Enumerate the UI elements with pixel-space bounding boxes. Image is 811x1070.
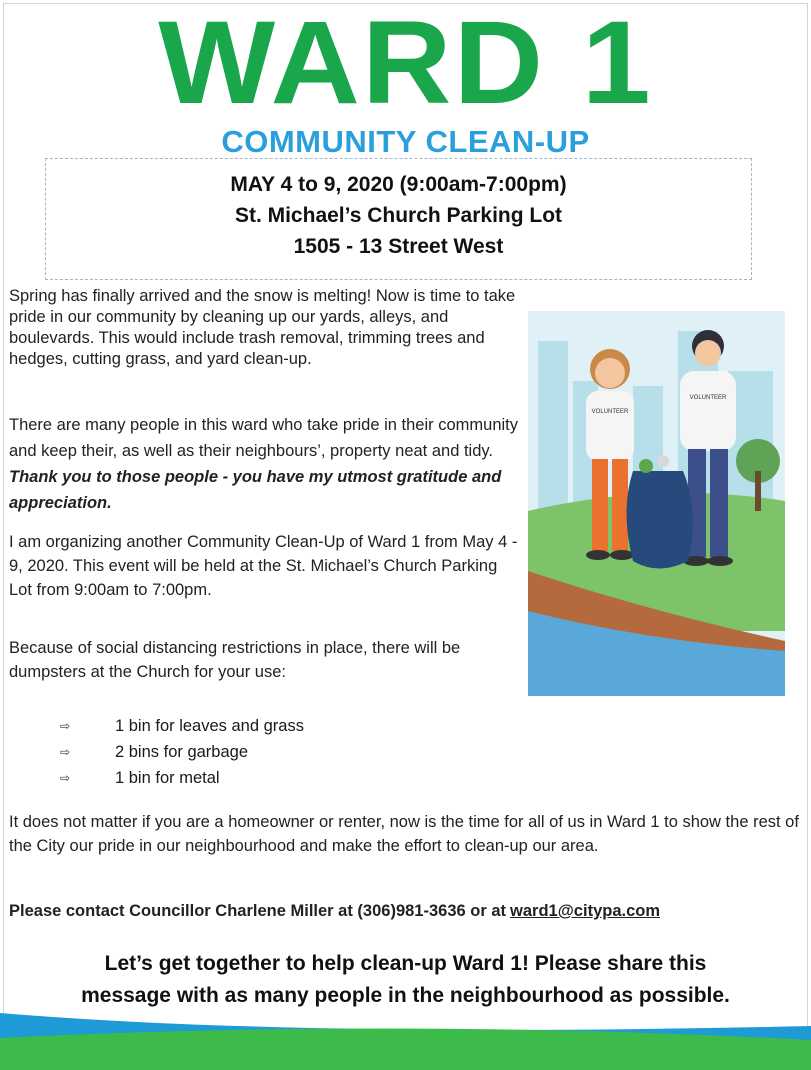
intro-paragraph: Spring has finally arrived and the snow is melting! Now is time to take pride in our community by cleaning up our yards, alleys, and boulevards. This would include trash removal, trimming trees and hedges, cutting grass, and yard clean-up. — [9, 287, 516, 368]
arrow-icon: ⇨ — [60, 771, 71, 785]
event-address: 1505 - 13 Street West — [293, 235, 504, 258]
bin-text: 2 bins for garbage — [115, 743, 249, 761]
thanks-text: There are many people in this ward who take pride in their community and keep their, as well as their neighbours’, property neat and tidy. — [9, 416, 518, 460]
arrow-icon: ⇨ — [60, 745, 71, 759]
dumpsters-paragraph: Because of social distancing restrictions in place, there will be dumpsters at the Church for your use: — [9, 639, 461, 681]
list-item — [60, 765, 460, 791]
bin-text: 1 bin for leaves and grass — [115, 717, 304, 735]
event-venue: St. Michael’s Church Parking Lot — [234, 204, 563, 227]
closing-message — [0, 948, 811, 1012]
event-details-box — [45, 158, 752, 280]
shirt-label: VOLUNTEER — [591, 409, 629, 415]
event-dates: MAY 4 to 9, 2020 (9:00am-7:00pm) — [230, 173, 567, 196]
list-item — [60, 713, 460, 739]
volunteers-illustration — [528, 311, 785, 696]
closing-line-2: message with as many people in the neighbourhood as possible. — [81, 984, 730, 1007]
bin-text: 1 bin for metal — [115, 769, 220, 787]
contact-line — [9, 902, 799, 921]
thanks-paragraph — [9, 412, 524, 516]
footer-wave — [0, 1008, 811, 1070]
thanks-emphasis: Thank you to those people - you have my utmost gratitude and appreciation. — [9, 468, 502, 512]
email-link[interactable]: ward1@citypa.com — [510, 902, 661, 920]
closing-line-1: Let’s get together to help clean-up Ward 1! Please share this — [104, 952, 707, 975]
contact-text: Please contact Councillor Charlene Miller at (306)981-3636 or at — [9, 902, 507, 920]
flyer-title: WARD 1 — [158, 0, 653, 129]
flyer-subtitle: COMMUNITY CLEAN-UP — [221, 124, 590, 159]
call-to-action-paragraph: It does not matter if you are a homeowner or renter, now is the time for all of us in Ward 1 to show the rest of the City our pride in our neighbourhood and make the effort to clean-up our area. — [9, 813, 799, 855]
shirt-label: VOLUNTEER — [689, 395, 727, 401]
list-item — [60, 739, 460, 765]
bin-list — [60, 713, 460, 791]
arrow-icon: ⇨ — [60, 719, 71, 733]
event-paragraph: I am organizing another Community Clean-Up of Ward 1 from May 4 - 9, 2020. This event will be held at the St. Michael’s Church Parking Lot from 9:00am to 7:00pm. — [9, 533, 518, 599]
